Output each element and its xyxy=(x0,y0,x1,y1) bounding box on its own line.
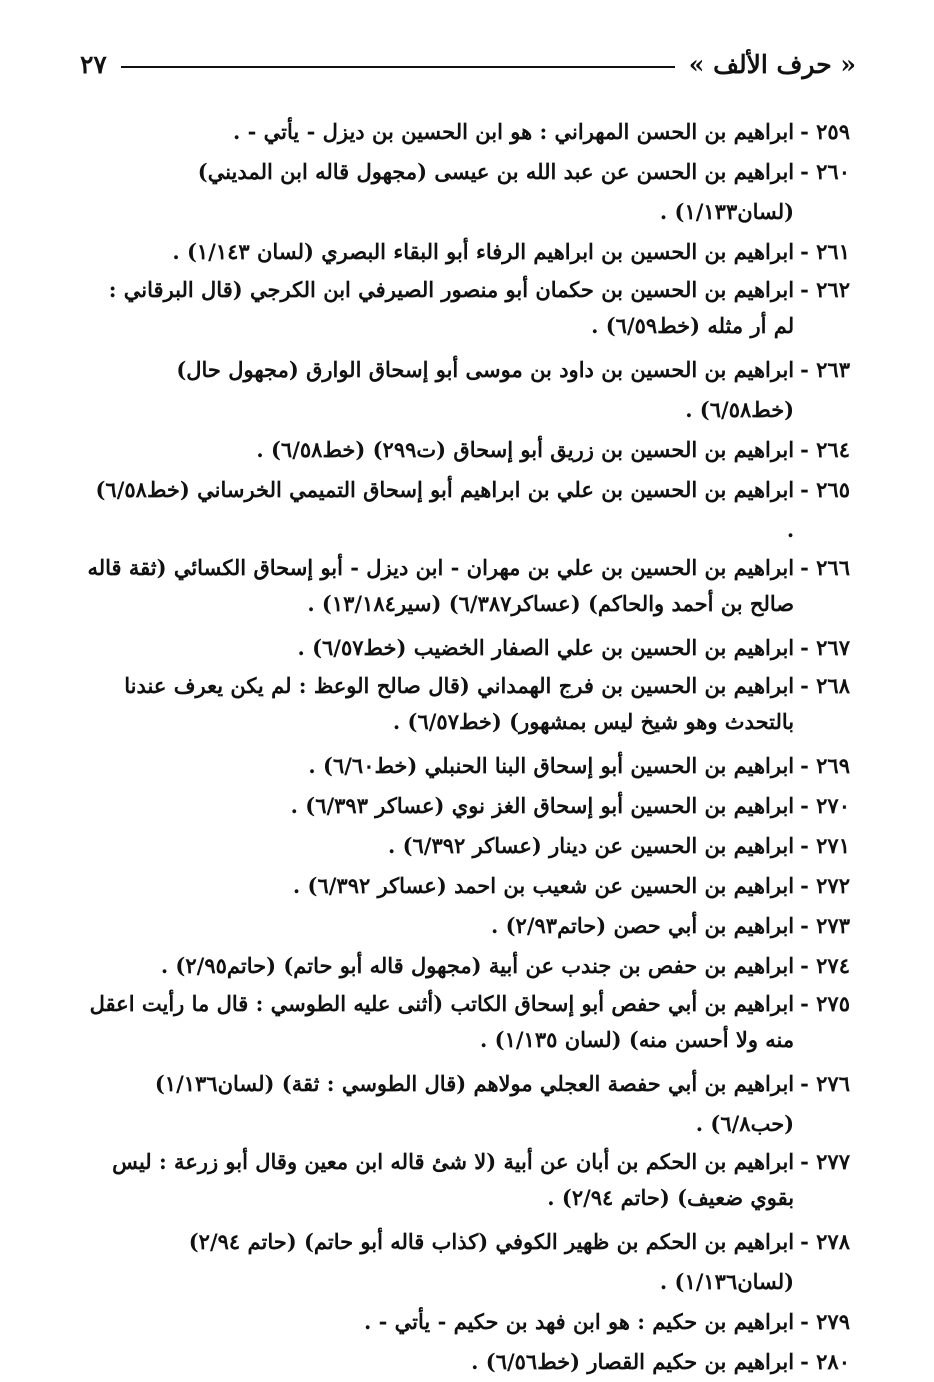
entry-text: ابراهيم بن أبي حفصة العجلي مولاهم (قال الطوسي : ثقة) (لسان١/١٣٦) (حب٦/٨) . xyxy=(154,1071,795,1136)
entry-text: ابراهيم بن الحسين بن علي بن مهران - ابن ديزل - أبو إسحاق الكسائي (ثقة قاله صالح بن أحمد والحاكم) (عساكر٦/٣٨٧) (سير١٣/١٨٤) . xyxy=(87,555,795,616)
entry-number: ٢٨٠ - xyxy=(800,1349,850,1374)
list-item xyxy=(84,272,850,344)
entry-text: ابراهيم بن الحكم بن أبان عن أبية (لا شئ قاله ابن معين وقال أبو زرعة : ليس بقوي ضعيف) (حاتم ٢/٩٤) . xyxy=(112,1149,795,1210)
list-item xyxy=(84,232,850,272)
entry-number: ٢٧٦ - xyxy=(800,1071,850,1096)
entry-text: ابراهيم بن الحكم بن ظهير الكوفي (كذاب قاله أبو حاتم) (حاتم ٢/٩٤) (لسان١/١٣٦) . xyxy=(188,1229,795,1294)
list-item xyxy=(84,1302,850,1342)
entry-list xyxy=(84,112,850,1382)
list-item xyxy=(84,628,850,668)
entry-number: ٢٧٧ - xyxy=(800,1149,850,1174)
entry-text: ابراهيم بن حفص بن جندب عن أبية (مجهول قاله أبو حاتم) (حاتم٢/٩٥) . xyxy=(160,953,795,978)
header-rule xyxy=(121,66,675,68)
entry-number: ٢٦٦ - xyxy=(800,555,850,580)
entry-number: ٢٦٧ - xyxy=(800,635,850,660)
entry-number: ٢٦٥ - xyxy=(800,477,850,502)
entry-number: ٢٦١ - xyxy=(800,239,850,264)
entry-number: ٢٧٢ - xyxy=(800,873,850,898)
entry-number: ٢٦٢ - xyxy=(800,277,850,302)
entry-number: ٢٧٩ - xyxy=(800,1309,850,1334)
list-item xyxy=(84,470,850,550)
entry-text: ابراهيم بن الحسين بن علي بن ابراهيم أبو إسحاق التميمي الخرساني (خط٦/٥٨) . xyxy=(95,477,795,542)
entry-text: ابراهيم بن الحسين عن دينار (عساكر ٦/٣٩٢) . xyxy=(387,833,795,858)
list-item xyxy=(84,430,850,470)
entry-text: ابراهيم بن حكيم القصار (خط٦/٥٦) . xyxy=(471,1349,795,1374)
page-number: ٢٧ xyxy=(80,49,107,79)
entry-text: ابراهيم بن الحسين بن زريق أبو إسحاق (ت٢٩٩) (خط٦/٥٨) . xyxy=(256,437,795,462)
entry-text: ابراهيم بن أبي حفص أبو إسحاق الكاتب (أثنى عليه الطوسي : قال ما رأيت اعقل منه ولا أحسن منه) (لسان ١/١٣٥) . xyxy=(89,991,795,1052)
list-item xyxy=(84,1342,850,1382)
list-item xyxy=(84,112,850,152)
entry-number: ٢٧٨ - xyxy=(800,1229,850,1254)
entry-text: ابراهيم بن الحسين بن ابراهيم الرفاء أبو البقاء البصري (لسان ١/١٤٣) . xyxy=(172,239,795,264)
entry-text: ابراهيم بن الحسين بن علي الصفار الخضيب (خط٦/٥٧) . xyxy=(297,635,795,660)
entry-text: ابراهيم بن الحسين عن شعيب بن احمد (عساكر ٦/٣٩٢) . xyxy=(292,873,795,898)
entry-number: ٢٧١ - xyxy=(800,833,850,858)
list-item xyxy=(84,350,850,430)
list-item xyxy=(84,1222,850,1302)
entry-number: ٢٥٩ - xyxy=(800,119,850,144)
list-item xyxy=(84,986,850,1058)
entry-number: ٢٧٥ - xyxy=(800,991,850,1016)
list-item xyxy=(84,1064,850,1144)
entry-number: ٢٦٤ - xyxy=(800,437,850,462)
chapter-title: « حرف الألف » xyxy=(688,49,856,79)
list-item xyxy=(84,866,850,906)
entry-number: ٢٧٣ - xyxy=(800,913,850,938)
entry-number: ٢٦٨ - xyxy=(800,673,850,698)
entry-number: ٢٧٠ - xyxy=(800,793,850,818)
entry-text: ابراهيم بن الحسين أبو إسحاق البنا الحنبلي (خط٦/٦٠) . xyxy=(308,753,795,778)
entry-number: ٢٦٣ - xyxy=(800,357,850,382)
entry-text: ابراهيم بن أبي حصن (حاتم٢/٩٣) . xyxy=(490,913,795,938)
list-item xyxy=(84,1144,850,1216)
list-item xyxy=(84,826,850,866)
entry-text: ابراهيم بن الحسن المهراني : هو ابن الحسين بن ديزل - يأتي - . xyxy=(233,119,795,144)
list-item xyxy=(84,906,850,946)
entry-text: ابراهيم بن الحسن عن عبد الله بن عيسى (مجهول قاله ابن المديني) (لسان١/١٣٣) . xyxy=(197,159,795,224)
list-item xyxy=(84,668,850,740)
entry-number: ٢٦٩ - xyxy=(800,753,850,778)
list-item xyxy=(84,786,850,826)
running-head xyxy=(80,42,856,86)
entry-text: ابراهيم بن حكيم : هو ابن فهد بن حكيم - يأتي - . xyxy=(364,1309,795,1334)
entry-number: ٢٦٠ - xyxy=(800,159,850,184)
entry-text: ابراهيم بن الحسين بن داود بن موسى أبو إسحاق الوارق (مجهول حال) (خط٦/٥٨) . xyxy=(176,357,795,422)
entry-text: ابراهيم بن الحسين بن حكمان أبو منصور الصيرفي ابن الكرجي (قال البرقاني : لم أر مثله (خط٦/٥٩) . xyxy=(108,277,795,338)
entry-text: ابراهيم بن الحسين بن فرج الهمداني (قال صالح الوعظ : لم يكن يعرف عندنا بالتحدث وهو شيخ ليس بمشهور) (خط٦/٥٧) . xyxy=(124,673,795,734)
entry-text: ابراهيم بن الحسين أبو إسحاق الغز نوي (عساكر ٦/٣٩٣) . xyxy=(290,793,795,818)
list-item xyxy=(84,746,850,786)
entry-number: ٢٧٤ - xyxy=(800,953,850,978)
list-item xyxy=(84,152,850,232)
list-item xyxy=(84,550,850,622)
list-item xyxy=(84,946,850,986)
